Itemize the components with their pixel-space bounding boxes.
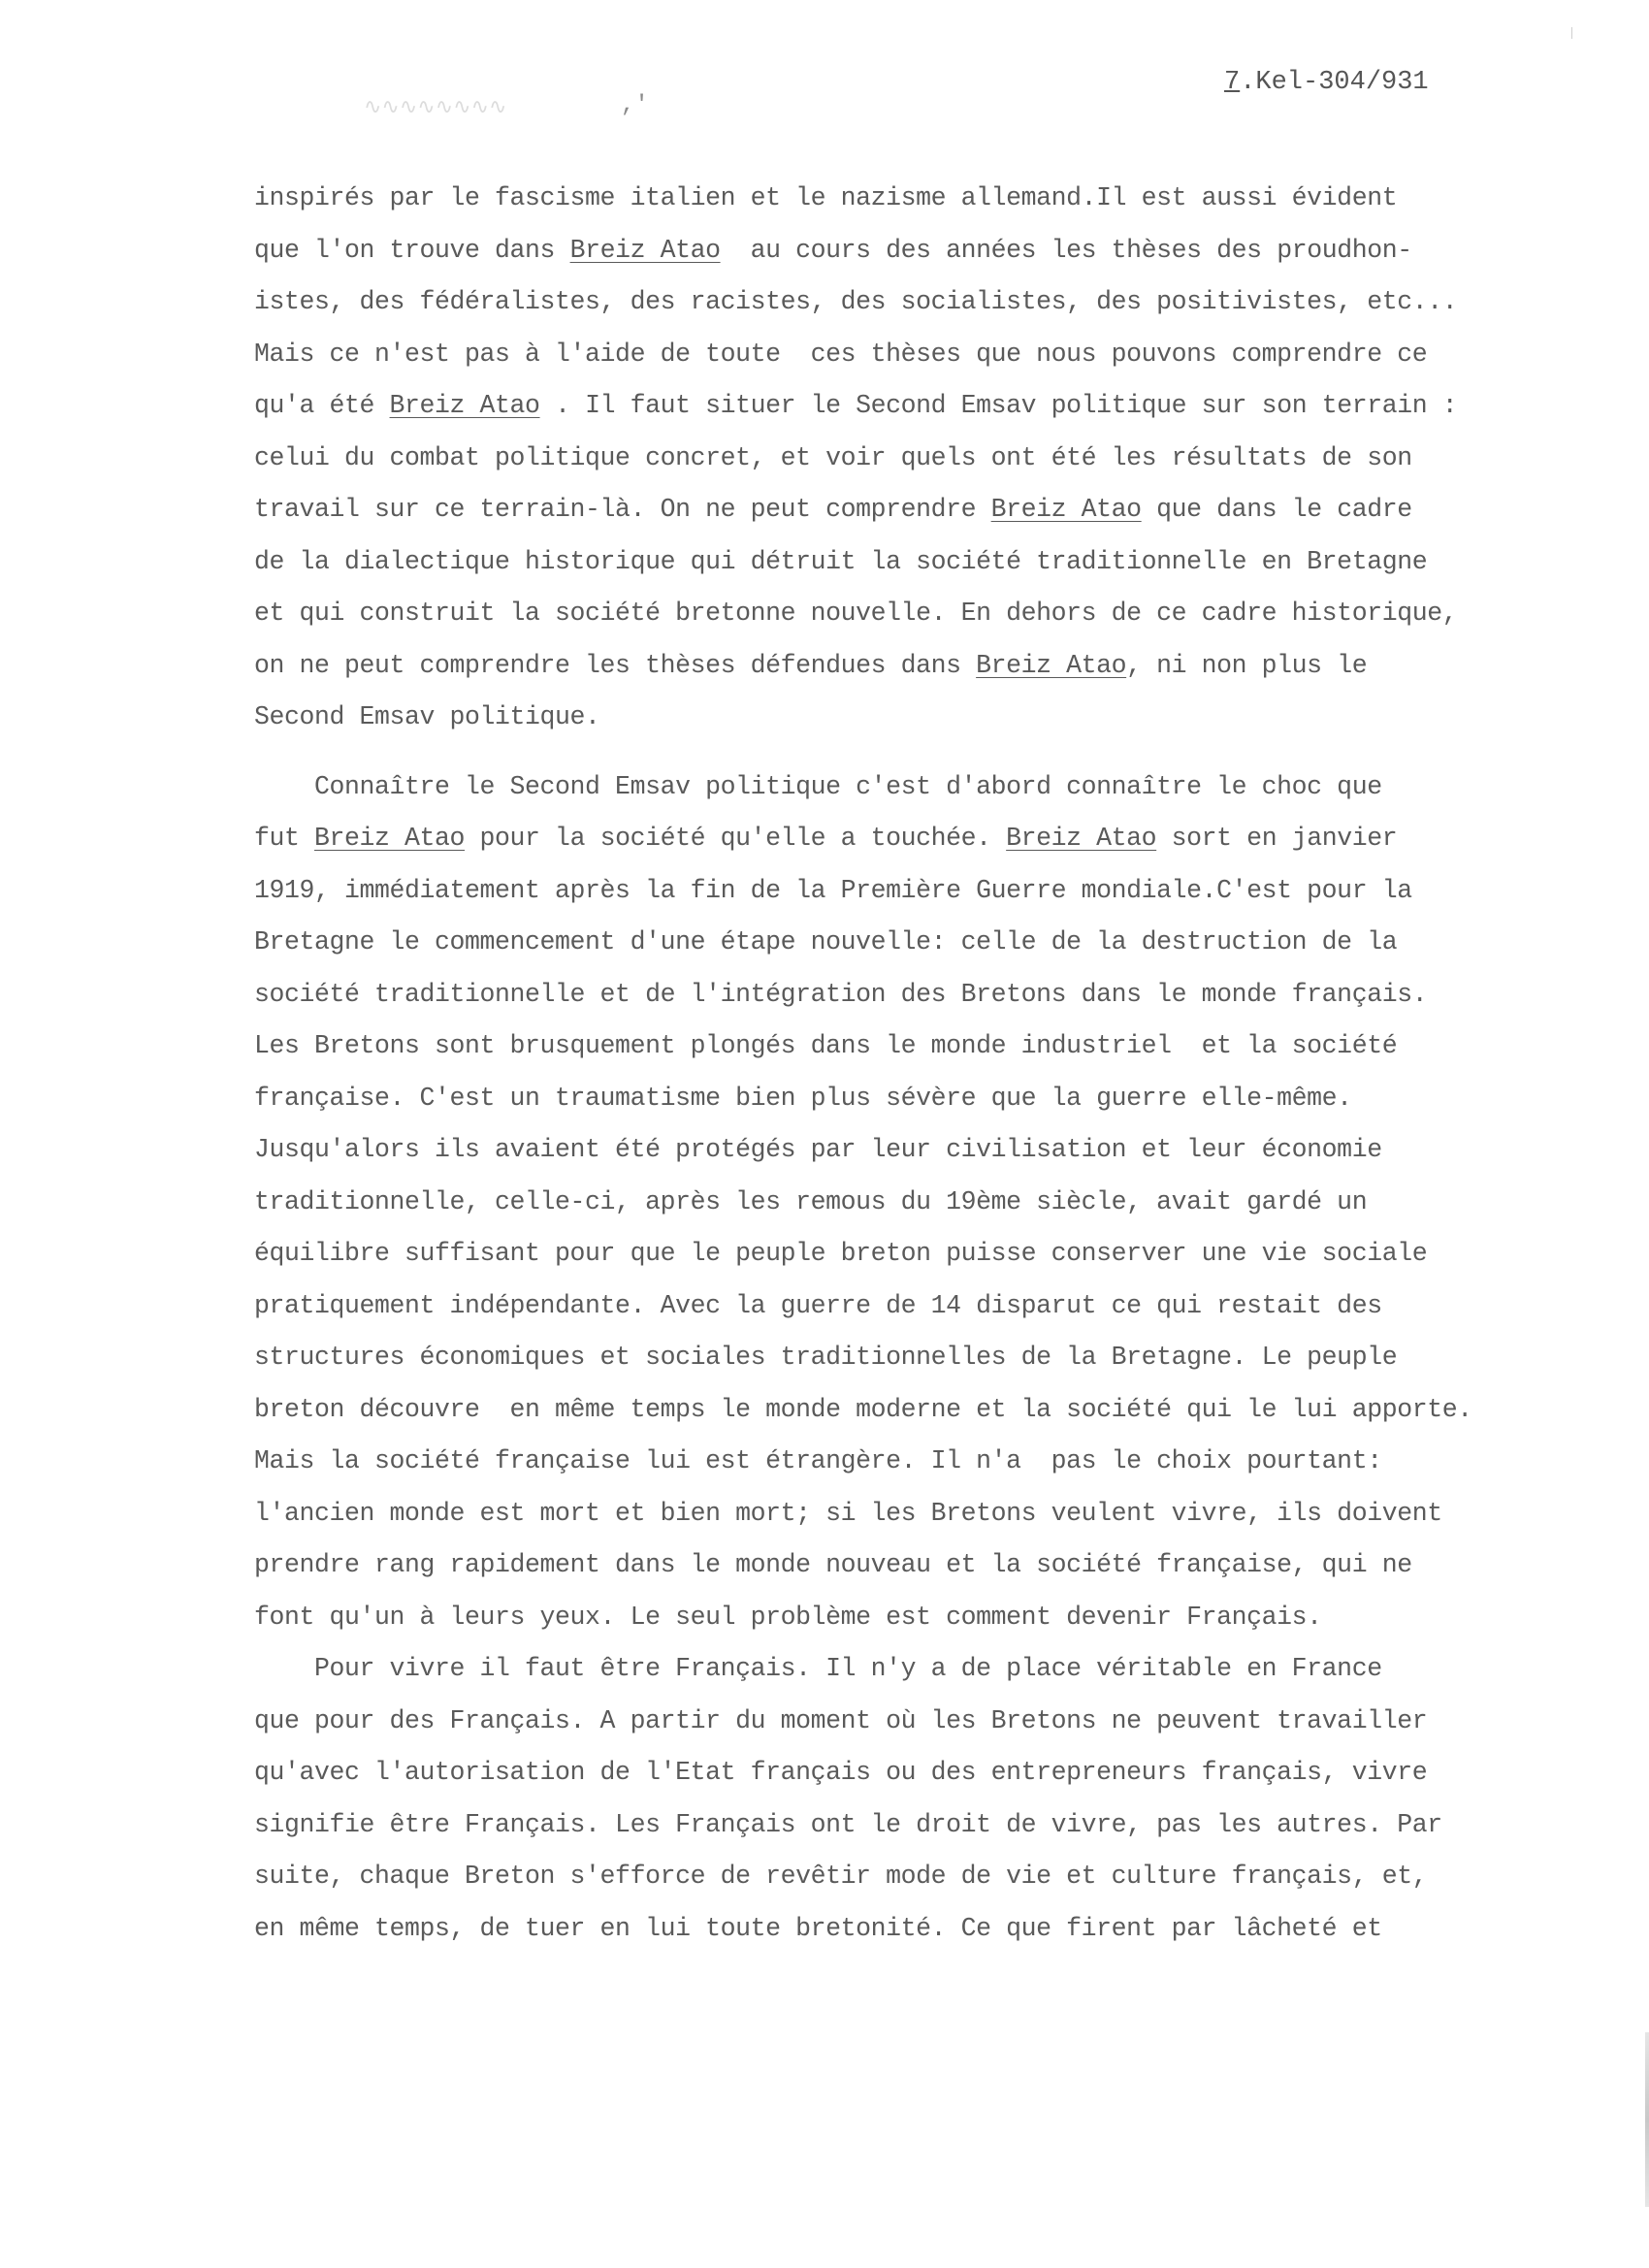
reference-prefix: 7 bbox=[1224, 68, 1241, 97]
underlined-title: Breiz Atao bbox=[389, 391, 540, 420]
paper-edge-shadow bbox=[1645, 2032, 1649, 2207]
text-line bbox=[254, 969, 1505, 1021]
text-segment: l'ancien monde est mort et bien mort; si les Bretons veulent vivre, ils doivent bbox=[254, 1498, 1442, 1528]
faded-ink-smudge: ∿∿∿∿∿∿∿∿ bbox=[364, 96, 507, 120]
text-segment: traditionnelle, celle-ci, après les remous du 19ème siècle, avait gardé un bbox=[254, 1186, 1368, 1216]
text-line bbox=[254, 1177, 1505, 1229]
text-line bbox=[254, 433, 1505, 485]
text-segment: que dans le cadre bbox=[1141, 495, 1412, 524]
paragraph bbox=[254, 1643, 1505, 1955]
text-line bbox=[254, 1021, 1505, 1073]
text-segment: société traditionnelle et de l'intégration des Bretons dans le monde français. bbox=[254, 979, 1428, 1009]
stray-ink-mark: ,' bbox=[621, 92, 649, 118]
text-segment: française. C'est un traumatisme bien plus sévère que la guerre elle-même. bbox=[254, 1083, 1352, 1113]
text-line bbox=[254, 1592, 1505, 1644]
text-segment: travail sur ce terrain-là. On ne peut comprendre bbox=[254, 495, 991, 524]
text-segment: que l'on trouve dans bbox=[254, 235, 570, 265]
text-segment: prendre rang rapidement dans le monde nouveau et la société française, qui ne bbox=[254, 1550, 1412, 1579]
text-segment: inspirés par le fascisme italien et le nazisme allemand.Il est aussi évident bbox=[254, 183, 1398, 212]
text-segment: font qu'un à leurs yeux. Le seul problème est comment devenir Français. bbox=[254, 1602, 1322, 1632]
text-line bbox=[254, 813, 1505, 865]
text-line bbox=[254, 1488, 1505, 1540]
underlined-title: Breiz Atao bbox=[1006, 824, 1157, 853]
text-segment: et qui construit la société bretonne nouvelle. En dehors de ce cadre historique, bbox=[254, 599, 1458, 628]
underlined-title: Breiz Atao bbox=[314, 824, 466, 853]
text-line bbox=[254, 1124, 1505, 1177]
text-segment: fut bbox=[254, 824, 315, 853]
text-segment: . Il faut situer le Second Emsav politique sur son terrain : bbox=[539, 391, 1458, 420]
text-segment: istes, des fédéralistes, des racistes, des socialistes, des positivistes, etc... bbox=[254, 287, 1458, 316]
document-body bbox=[254, 173, 1505, 1955]
underlined-title: Breiz Atao bbox=[976, 650, 1127, 680]
text-line bbox=[254, 536, 1505, 589]
text-segment: en même temps, de tuer en lui toute bretonité. Ce que firent par lâcheté et bbox=[254, 1913, 1382, 1943]
text-segment: celui du combat politique concret, et voir quels ont été les résultats de son bbox=[254, 442, 1412, 472]
text-segment: pour la société qu'elle a touchée. bbox=[465, 824, 1007, 853]
text-segment: 1919, immédiatement après la fin de la Première Guerre mondiale.C'est pour la bbox=[254, 875, 1412, 905]
text-segment: Mais ce n'est pas à l'aide de toute ces thèses que nous pouvons comprendre ce bbox=[254, 339, 1428, 369]
text-line bbox=[254, 380, 1505, 433]
text-line bbox=[254, 588, 1505, 640]
text-segment: équilibre suffisant pour que le peuple breton puisse conserver une vie sociale bbox=[254, 1239, 1428, 1268]
text-line bbox=[254, 484, 1505, 536]
text-segment: au cours des années les thèses des proudhon- bbox=[720, 235, 1412, 265]
text-line bbox=[254, 1436, 1505, 1488]
text-line bbox=[254, 225, 1505, 277]
text-line bbox=[254, 761, 1505, 814]
paragraph bbox=[254, 173, 1505, 744]
text-segment: Jusqu'alors ils avaient été protégés par leur civilisation et leur économie bbox=[254, 1135, 1382, 1164]
text-line bbox=[254, 692, 1505, 744]
text-line bbox=[254, 1696, 1505, 1748]
text-segment: structures économiques et sociales traditionnelles de la Bretagne. Le peuple bbox=[254, 1343, 1398, 1372]
paper-mark bbox=[1571, 27, 1572, 39]
text-segment: Second Emsav politique. bbox=[254, 702, 600, 731]
text-line bbox=[254, 1073, 1505, 1125]
text-segment: qu'a été bbox=[254, 391, 390, 420]
text-segment: sort en janvier bbox=[1156, 824, 1398, 853]
text-segment: qu'avec l'autorisation de l'Etat français ou des entrepreneurs français, vivre bbox=[254, 1758, 1428, 1787]
text-segment: , ni non plus le bbox=[1126, 650, 1368, 680]
text-segment: suite, chaque Breton s'efforce de revêtir mode de vie et culture français, et, bbox=[254, 1862, 1428, 1891]
text-segment: on ne peut comprendre les thèses défendues dans bbox=[254, 650, 977, 680]
text-segment: que pour des Français. A partir du moment où les Bretons ne peuvent travailler bbox=[254, 1705, 1428, 1735]
text-line bbox=[254, 1228, 1505, 1280]
text-segment: breton découvre en même temps le monde moderne et la société qui le lui apporte. bbox=[254, 1394, 1472, 1424]
text-line bbox=[254, 276, 1505, 329]
text-line bbox=[254, 329, 1505, 381]
underlined-title: Breiz Atao bbox=[569, 235, 721, 265]
text-line bbox=[254, 1280, 1505, 1333]
text-line bbox=[254, 1851, 1505, 1903]
text-segment: Les Bretons sont brusquement plongés dans le monde industriel et la société bbox=[254, 1031, 1398, 1060]
text-segment: de la dialectique historique qui détruit la société traditionnelle en Bretagne bbox=[254, 546, 1428, 576]
text-line bbox=[254, 1799, 1505, 1852]
text-line bbox=[254, 640, 1505, 693]
paragraph bbox=[254, 761, 1505, 1644]
text-line bbox=[254, 1903, 1505, 1956]
text-segment: Mais la société française lui est étrangère. Il n'a pas le choix pourtant: bbox=[254, 1446, 1382, 1475]
text-segment: Bretagne le commencement d'une étape nouvelle: celle de la destruction de la bbox=[254, 927, 1398, 956]
text-line bbox=[254, 865, 1505, 918]
document-reference bbox=[1224, 68, 1429, 97]
text-line bbox=[254, 1332, 1505, 1384]
text-line bbox=[254, 1643, 1505, 1696]
text-line bbox=[254, 173, 1505, 225]
text-line bbox=[254, 917, 1505, 969]
underlined-title: Breiz Atao bbox=[990, 495, 1142, 524]
text-line bbox=[254, 1539, 1505, 1592]
text-segment: signifie être Français. Les Français ont le droit de vivre, pas les autres. Par bbox=[254, 1809, 1442, 1839]
reference-number: .Kel-304/931 bbox=[1240, 68, 1429, 97]
text-line bbox=[254, 1747, 1505, 1799]
text-segment: Pour vivre il faut être Français. Il n'y a de place véritable en France bbox=[254, 1654, 1382, 1683]
text-line bbox=[254, 1384, 1505, 1437]
text-segment: pratiquement indépendante. Avec la guerre de 14 disparut ce qui restait des bbox=[254, 1290, 1382, 1320]
text-segment: Connaître le Second Emsav politique c'est d'abord connaître le choc que bbox=[254, 771, 1382, 801]
paragraph-gap bbox=[254, 744, 1505, 761]
